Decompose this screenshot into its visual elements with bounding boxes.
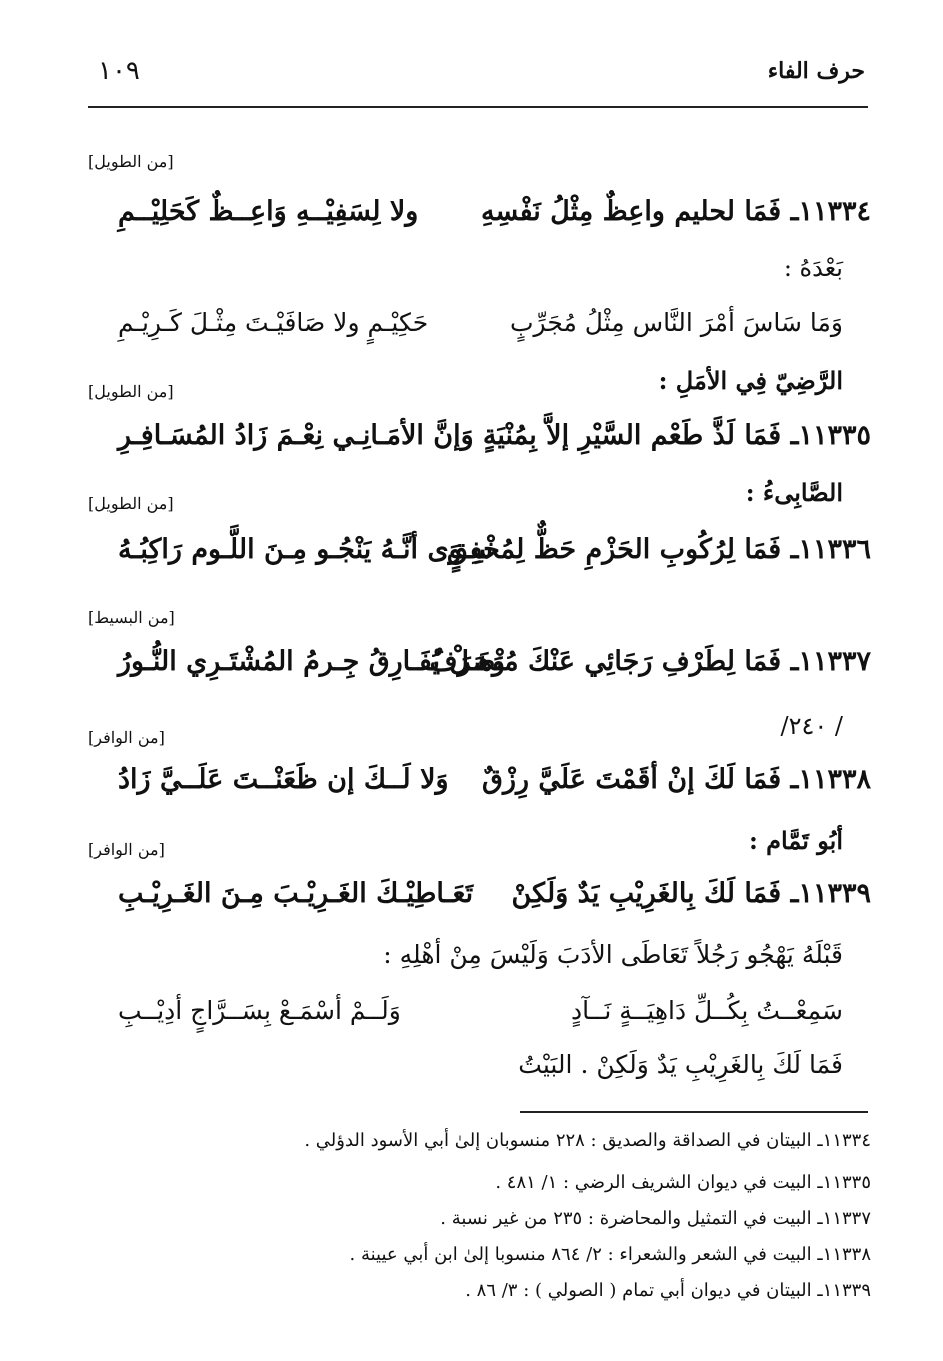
verse-first-hemistich: ١١٣٣٦ـ فَمَا لِرُكُوبِ الحَزْمِ حَظٌّ لِمُخْفِقٍ (446, 534, 871, 565)
footnote: ١١٣٣٩ـ البيتان في ديوان أبي تمام ( الصولي ) : ٣/ ٨٦ . (465, 1280, 871, 1301)
footnote-rule (520, 1111, 868, 1113)
meter-label: [من الطويل] (88, 382, 174, 401)
verse-first-hemistich: ١١٣٣٧ـ فَمَا لِطَرْفِ رَجَائِي عَنْكَ مُنْصَرَفٌ (429, 646, 871, 677)
verse-second-hemistich: وَإنَّ الأمَـانِـي نِعْـمَ زَادُ المُسَـافِـرِ (118, 420, 474, 451)
verse-second-hemistich: وَهَـلْ يُفَـارِقُ جِـرمُ المُشْتَـرِي النُّـورُ (118, 646, 506, 677)
verse-first-hemistich: ١١٣٣٩ـ فَمَا لَكَ بِالغَرِيْبِ يَدٌ وَلَكِنْ (511, 878, 871, 909)
verse-second-hemistich: وَلَــمْ أسْمَـعْ بِسَــرَّاجٍ أدِيْــبِ (118, 996, 401, 1025)
meter-label: [من الوافر] (88, 840, 165, 859)
meter-label: [من الطويل] (88, 152, 174, 171)
poet-intro: أبُو تَمَّام : (748, 826, 843, 855)
footnote: ١١٣٣٥ـ البيت في ديوان الشريف الرضي : ١/ ٤٨١ . (495, 1172, 871, 1193)
verse-first-hemistich: ١١٣٣٤ـ فَمَا لحليم واعِظٌ مِثْلُ نَفْسِهِ (481, 196, 871, 227)
footnote: ١١٣٣٨ـ البيت في الشعر والشعراء : ٢/ ٨٦٤ منسوبا إلىٰ ابن أبي عيينة . (349, 1244, 871, 1265)
meter-label: [من البسيط] (88, 608, 175, 627)
verse-first-hemistich: وَمَا سَاسَ أمْرَ النَّاس مِثْلُ مُجَرِّبٍ (510, 308, 843, 337)
verse-second-hemistich: ولا لِسَفِيْــهِ وَاعِــظٌ كَحَلِيْــمِ (118, 196, 419, 227)
verse-first-hemistich: سَمِعْــتُ بِكُــلِّ دَاهِيَــةٍ نَــآدٍ (570, 996, 843, 1025)
header-rule (88, 106, 868, 108)
verse-second-hemistich: وَلا لَــكَ إن ظَعَنْــتَ عَلَــيَّ زَادُ (118, 764, 449, 795)
verse-second-hemistich: سِـوَى أنَّـهُ يَنْجُـو مِـنَ اللَّـوم رَاكِبُـهُ (118, 534, 494, 565)
verse-reference: فَمَا لَكَ بِالغَرِيْبِ يَدٌ وَلَكِنْ . البَيْتُ (518, 1050, 843, 1079)
verse-first-hemistich: ١١٣٣٥ـ فَمَا لَذَّ طَعْم السَّيْرِ إلاَّ بِمُنْيَةٍ (482, 420, 871, 451)
running-header-title: حرف الفاء (767, 58, 865, 84)
footnote: ١١٣٣٤ـ البيتان في الصداقة والصديق : ٢٢٨ منسوبان إلىٰ أبي الأسود الدؤلي . (304, 1130, 871, 1151)
verse-first-hemistich: ١١٣٣٨ـ فَمَا لَكَ إنْ أقَمْتَ عَلَيَّ رِزْقٌ (482, 764, 871, 795)
page-number: ١٠٩ (98, 56, 140, 86)
meter-label: [من الوافر] (88, 728, 165, 747)
poet-intro: الرَّضِيّ فِي الأمَلِ : (658, 366, 843, 395)
intro-note: بَعْدَهُ : (783, 254, 843, 282)
poet-intro: الصَّابِىءُ : (745, 478, 843, 507)
verse-second-hemistich: تَعَـاطِيْـكَ الغَـرِيْـبَ مِـنَ الغَـرِيْـبِ (118, 878, 474, 909)
verse-second-hemistich: حَكِيْـمٍ ولا صَافَيْـتَ مِثْـلَ كَـرِيْـمِ (118, 308, 429, 337)
manuscript-folio-marker: / ٢٤٠/ (780, 712, 843, 740)
context-note: قَبْلَهُ يَهْجُو رَجُلاً تَعَاطَى الأدَبَ وَلَيْسَ مِنْ أهْلِهِ : (383, 940, 843, 969)
meter-label: [من الطويل] (88, 494, 174, 513)
footnote: ١١٣٣٧ـ البيت في التمثيل والمحاضرة : ٢٣٥ من غير نسبة . (440, 1208, 871, 1229)
